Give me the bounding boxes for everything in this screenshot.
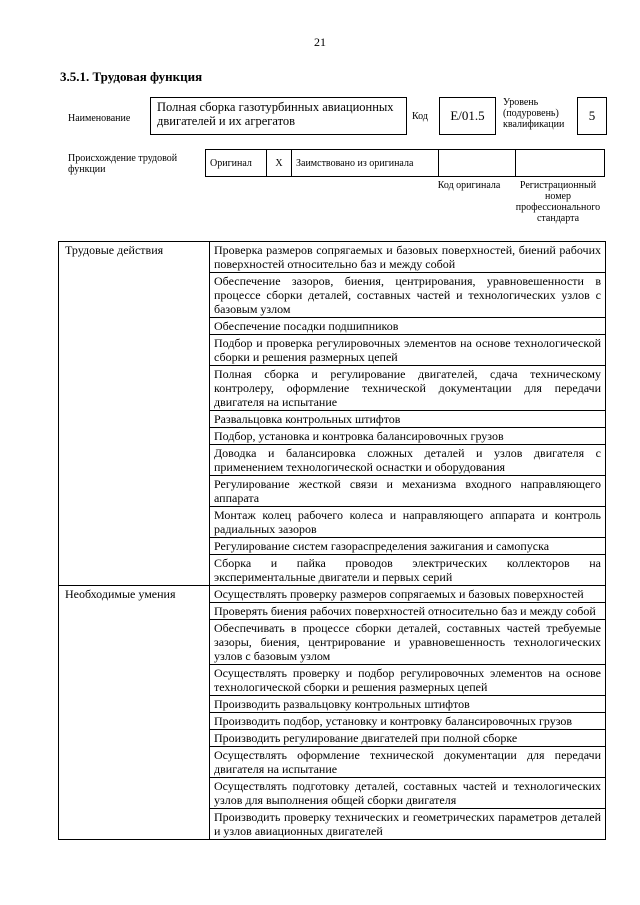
origin-table: [205, 149, 605, 177]
labor-actions-label: Трудовые действия: [59, 242, 210, 586]
registration-number-cell: [516, 150, 605, 177]
labor-actions-item: Сборка и пайка проводов электрических коллекторов на экспериментальные двигатели и первых серий: [210, 555, 606, 586]
labor-actions-item: Развальцовка контрольных штифтов: [210, 411, 606, 428]
labor-actions-item: Обеспечение посадки подшипников: [210, 318, 606, 335]
level-value: 5: [577, 97, 607, 135]
labor-actions-item: Полная сборка и регулирование двигателей, сдача техническому контролеру, оформление технической документации для передачи двигателя на испытание: [210, 366, 606, 411]
required-skills-item: Производить развальцовку контрольных штифтов: [210, 696, 606, 713]
level-label: Уровень (подуровень) квалификации: [503, 97, 565, 130]
page-number: 21: [314, 35, 326, 49]
table-row: [59, 242, 606, 273]
registration-number-label: Регистрационный номер профессионального стандарта: [515, 180, 601, 224]
origin-mark: X: [267, 150, 292, 177]
labor-actions-item: Проверка размеров сопрягаемых и базовых поверхностей, биений рабочих поверхностей относительно баз и между собой: [210, 242, 606, 273]
origin-borrowed-label: Заимствовано из оригинала: [292, 150, 439, 177]
required-skills-item: Осуществлять проверку размеров сопрягаемых и базовых поверхностей: [210, 586, 606, 603]
origin-label: Происхождение трудовой функции: [68, 153, 178, 175]
required-skills-item: Производить подбор, установку и контровку балансировочных грузов: [210, 713, 606, 730]
required-skills-item: Осуществлять оформление технической документации для передачи двигателя на испытание: [210, 747, 606, 778]
required-skills-item: Осуществлять подготовку деталей, составных частей и технологических узлов для выполнения общей сборки двигателя: [210, 778, 606, 809]
origin-code-cell: [439, 150, 516, 177]
required-skills-label: Необходимые умения: [59, 586, 210, 840]
labor-actions-item: Подбор, установка и контровка балансировочных грузов: [210, 428, 606, 445]
labor-actions-item: Регулирование систем газораспределения зажигания и самопуска: [210, 538, 606, 555]
origin-code-label: Код оригинала: [437, 180, 501, 191]
function-name: Полная сборка газотурбинных авиационных двигателей и их агрегатов: [150, 97, 407, 135]
code-value: E/01.5: [439, 97, 496, 135]
section-title: 3.5.1. Трудовая функция: [60, 69, 203, 84]
required-skills-item: Производить регулирование двигателей при полной сборке: [210, 730, 606, 747]
labor-actions-item: Регулирование жесткой связи и механизма входного направляющего аппарата: [210, 476, 606, 507]
origin-original-label: Оригинал: [206, 150, 267, 177]
labor-actions-item: Монтаж колец рабочего колеса и направляющего аппарата и контроль радиальных зазоров: [210, 507, 606, 538]
required-skills-item: Проверять биения рабочих поверхностей относительно баз и между собой: [210, 603, 606, 620]
labor-actions-item: Обеспечение зазоров, биения, центрирования, уравновешенности в процессе сборки деталей, составных частей и технологических узлов с базовым узлом: [210, 273, 606, 318]
required-skills-item: Производить проверку технических и геометрических параметров деталей и узлов авиационных двигателей: [210, 809, 606, 840]
required-skills-item: Обеспечивать в процессе сборки деталей, составных частей требуемые зазоры, биения, центрирование и уравновешенность технологических узлов с базовым узлом: [210, 620, 606, 665]
required-skills-item: Осуществлять проверку и подбор регулировочных элементов на основе технологической сборки и решения размерных цепей: [210, 665, 606, 696]
labor-actions-item: Доводка и балансировка сложных деталей и узлов двигателя с применением технологической оснастки и оборудования: [210, 445, 606, 476]
code-label: Код: [412, 111, 428, 122]
labor-actions-item: Подбор и проверка регулировочных элементов на основе технологической сборки и решения размерных цепей: [210, 335, 606, 366]
function-details-table: [58, 241, 606, 840]
table-row: [59, 586, 606, 603]
name-label: Наименование: [68, 113, 131, 124]
